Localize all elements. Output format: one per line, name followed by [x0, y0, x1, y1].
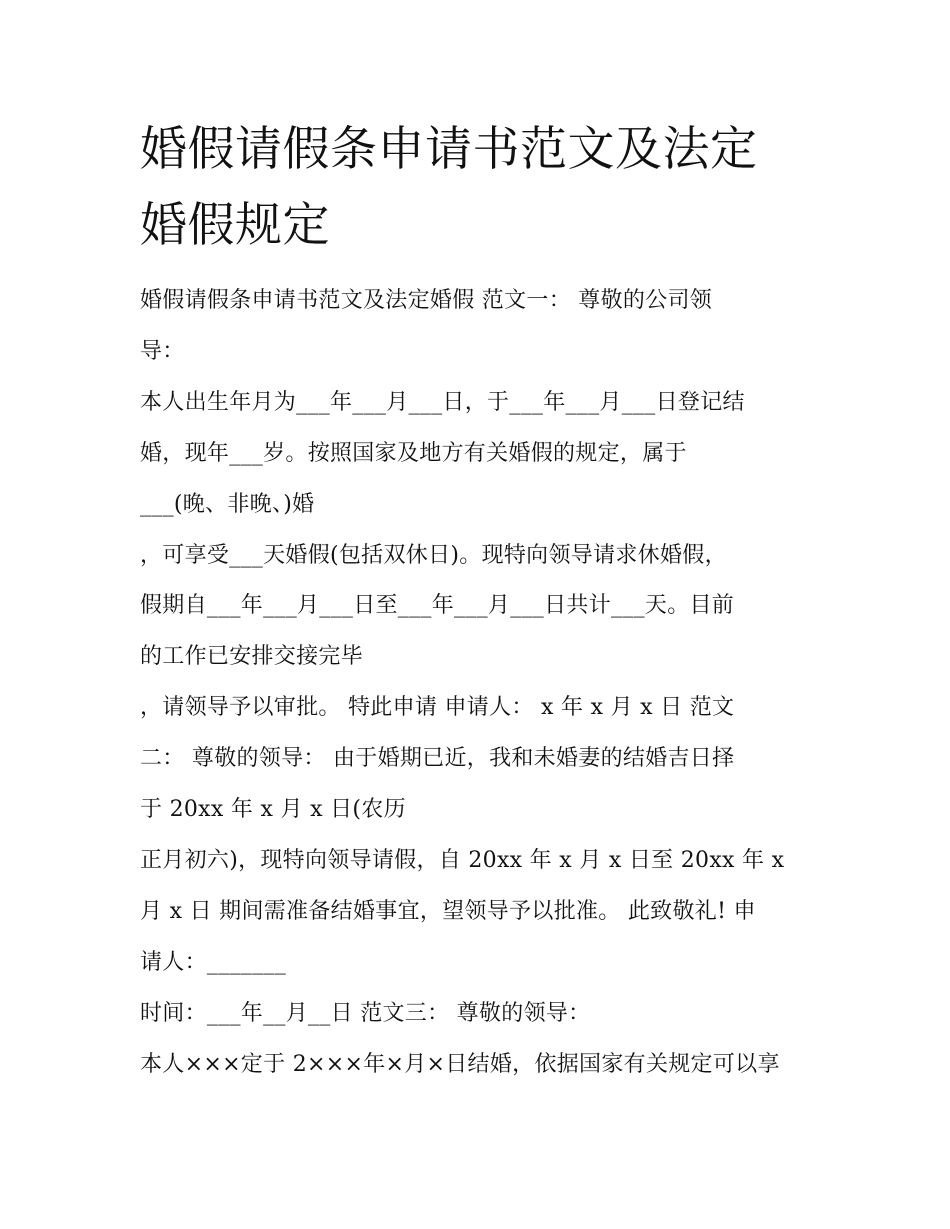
body-line: 本人出生年月为___年___月___日，于___年___月___日登记结	[140, 389, 745, 415]
document-body	[140, 276, 820, 1091]
body-line: 二： 尊敬的领导： 由于婚期已近，我和未婚妻的结婚吉日择	[140, 746, 735, 772]
body-line: 时间：___年__月__日 范文三： 尊敬的领导：	[140, 1000, 591, 1026]
body-line: 请人：_______	[140, 949, 287, 975]
title-line-1: 婚假请假条申请书范文及法定	[140, 122, 758, 177]
body-line: ，可享受___天婚假(包括双休日)。现特向领导请求休婚假，	[140, 542, 727, 568]
body-line: ___(晚、非晚、)婚	[140, 491, 315, 517]
body-line: ，请领导予以审批。 特此申请 申请人： x 年 x 月 x 日 范文	[140, 695, 735, 721]
body-line: 本人×××定于 2×××年×月×日结婚，依据国家有关规定可以享	[140, 1051, 780, 1077]
body-line: 婚假请假条申请书范文及法定婚假 范文一： 尊敬的公司领	[140, 288, 713, 313]
body-line: 的工作已安排交接完毕	[140, 644, 364, 670]
body-line: 婚，现年___岁。按照国家及地方有关婚假的规定，属于	[140, 440, 687, 466]
document-title	[140, 112, 820, 264]
body-line: 导：	[140, 338, 185, 364]
body-line: 正月初六)，现特向领导请假，自 20xx 年 x 月 x 日至 20xx 年 x	[140, 847, 785, 873]
body-line: 于 20xx 年 x 月 x 日(农历	[140, 797, 406, 823]
title-line-2: 婚假规定	[140, 198, 330, 253]
body-line: 假期自___年___月___日至___年___月___日共计___天。目前	[140, 593, 735, 619]
body-line: 月 x 日 期间需准备结婚事宜，望领导予以批准。 此致敬礼! 申	[140, 898, 756, 924]
